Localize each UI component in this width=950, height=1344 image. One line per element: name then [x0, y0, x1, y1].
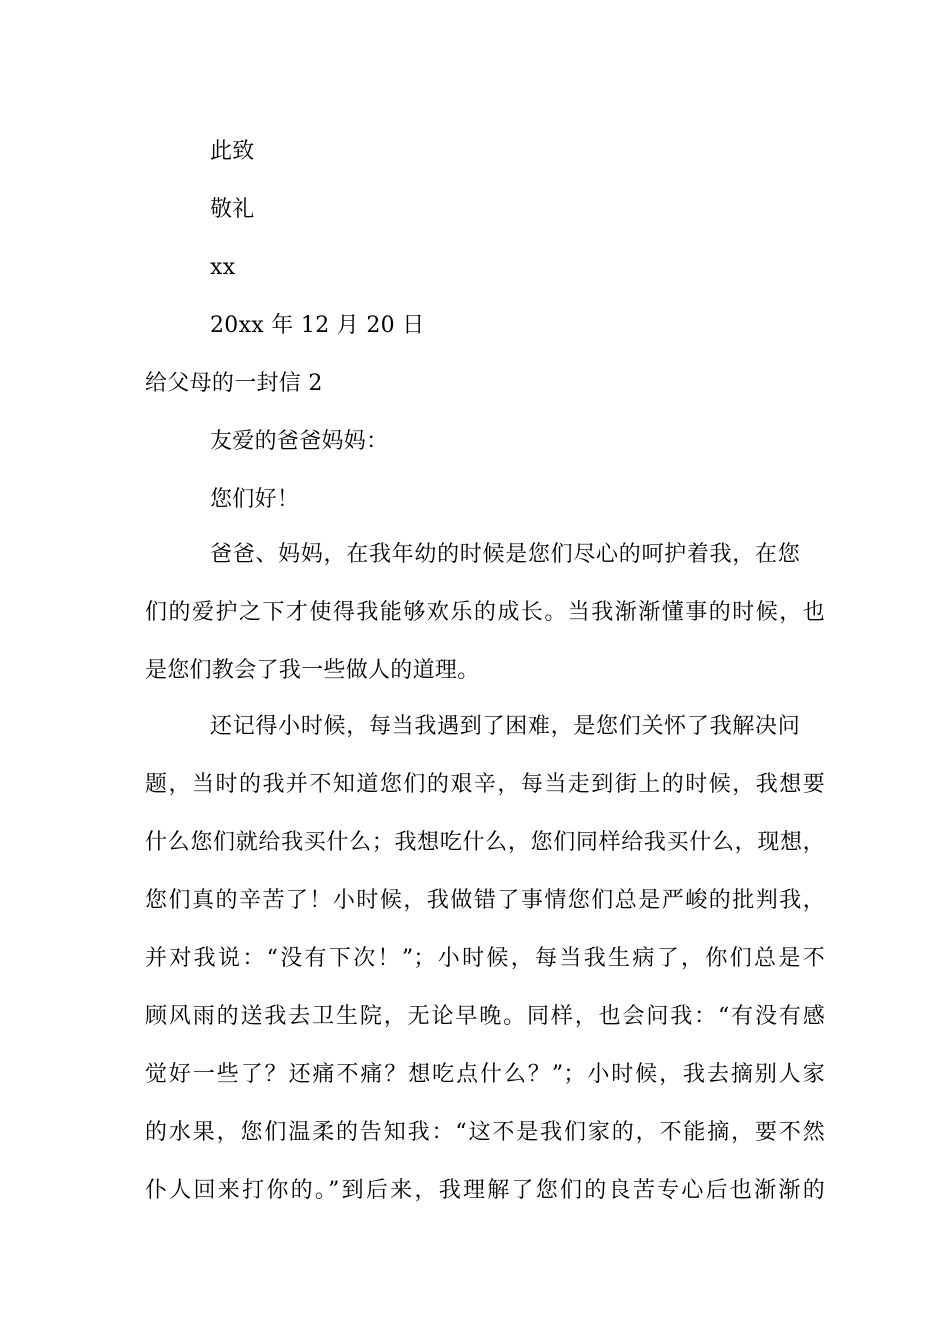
paragraph-2-line: 什么您们就给我买什么；我想吃什么，您们同样给我买什么，现想， [145, 830, 825, 855]
closing-salutation: 此致 [210, 139, 255, 164]
closing-respect: 敬礼 [210, 197, 255, 222]
letter-hello: 您们好！ [210, 487, 300, 512]
paragraph-1-line: 们的爱护之下才使得我能够欢乐的成长。当我渐渐懂事的时候，也 [145, 600, 825, 625]
paragraph-1-line: 是您们教会了我一些做人的道理。 [145, 658, 480, 683]
paragraph-2-line: 顾风雨的送我去卫生院，无论早晚。同样，也会问我：“有没有感 [145, 1004, 825, 1029]
paragraph-2-line: 仆人回来打你的。”到后来，我理解了您们的良苦专心后也渐渐的 [145, 1178, 825, 1203]
paragraph-2-line: 觉好一些了？还痛不痛？想吃点什么？”；小时候，我去摘别人家 [145, 1062, 825, 1087]
paragraph-1-line: 爸爸、妈妈，在我年幼的时候是您们尽心的呵护着我，在您 [210, 542, 800, 567]
paragraph-2-line: 您们真的辛苦了！小时候，我做错了事情您们总是严峻的批判我， [145, 888, 825, 913]
paragraph-2-line: 并对我说：“没有下次！”；小时候，每当我生病了，你们总是不 [145, 946, 825, 971]
paragraph-2-line: 还记得小时候，每当我遇到了困难，是您们关怀了我解决问 [210, 714, 800, 739]
paragraph-2-line: 的水果，您们温柔的告知我：“这不是我们家的，不能摘，要不然 [145, 1120, 825, 1145]
letter-greeting: 友爱的爸爸妈妈： [210, 429, 389, 454]
letter-title: 给父母的一封信 2 [145, 371, 323, 396]
closing-date: 20xx 年 12 月 20 日 [210, 313, 425, 338]
paragraph-2-line: 题，当时的我并不知道您们的艰辛，每当走到街上的时候，我想要 [145, 772, 825, 797]
closing-signature: xx [210, 255, 236, 280]
